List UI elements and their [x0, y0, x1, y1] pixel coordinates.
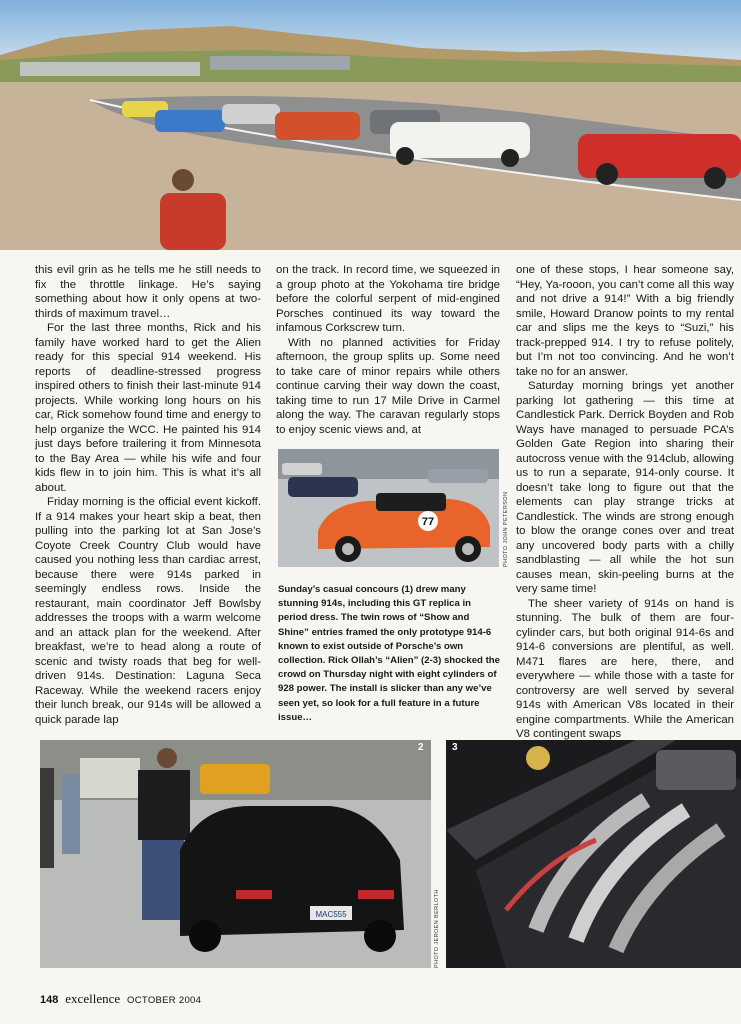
hero-photo-laguna-seca: [0, 0, 741, 250]
paragraph: Saturday morning brings yet another parking lot gathering — this time at Candlestick Park. Derrick Boyden and Rob Ways have managed to persuade PCA’s Golden Gate Region into sharing their autocross venue with the 914club, allowing us to run a separate, 914-only course. It doesn’t take long to figure out that the elements can play strange tricks at Candlestick. The winds are strong enough to blow the orange cones over and treat any uncovered body parts with a chilly sandblasting — all while the hot sun causes mean, skin-peeling burns at the very same time!: [516, 380, 734, 595]
car-blue: [155, 110, 225, 132]
magazine-name: excellence: [65, 991, 121, 1006]
hero-illustration: [0, 0, 741, 250]
article-column-2: [276, 263, 500, 437]
alien-914-illustration: [40, 740, 431, 968]
black-914: [180, 806, 404, 952]
engine-bay-illustration: [446, 740, 741, 968]
article-column-1: [35, 263, 261, 727]
license-plate-text: MAC555: [315, 910, 347, 919]
car-silver: [222, 104, 280, 124]
car-orange: [275, 112, 360, 140]
gt-replica-illustration: [278, 449, 499, 567]
paragraph: The sheer variety of 914s on hand is stunning. The bulk of them are four-cylinder cars, but both original 914-6s and 914-6 conversions are plentiful, as well. M471 flares are here, there, and everywhere — while those with a taste for controversy are well served by several 914s with American V8s located in their engine compartments. While the American V8 contingent swaps: [516, 597, 734, 740]
page-number: 148: [40, 994, 59, 1006]
yellow-truck: [200, 764, 270, 794]
paragraph: one of these stops, I hear someone say, “Hey, Ya-rooon, you can’t come all this way and not drive a 914!” With a big friendly smile, Howard Dranow points to my rental car and slips me the keys to “Suzi,” his track-prepped 914. I try to refuse politely, but I’m not too convincing. And he won’t take no for an answer.: [516, 264, 734, 378]
paragraph: Friday morning is the official event kickoff. If a 914 makes your heart skip a beat, then pulling into the parking lot at San Jose’s Coyote Creek Country Club would have caused you nothing less than cardiac arrest, because there were 914s parked in seemingly endless rows. Inside the restaurant, main coordinator Jeff Bowlsby addresses the troops with a warm welcome and an attack plan for the weekend. After breakfast, we’re to head along a route of scenic and twisty roads that beg for well-driven 914s. Destination: Laguna Seca Raceway. While the weekend racers enjoy their lunch break, our 914s will be allowed a quick parade lap: [35, 496, 261, 726]
photo-number-2: 2: [418, 742, 424, 753]
issue-date: OCTOBER 2004: [127, 995, 202, 1006]
photo-number-3: 3: [452, 742, 458, 753]
article-column-3: [516, 263, 734, 742]
race-number-text: 77: [421, 516, 435, 528]
photo-3-v8-engine-bay: [446, 740, 741, 968]
photo-1-gt-replica: [278, 449, 499, 567]
photo-credit-2: PHOTO JEROEN BERLOTH: [434, 889, 440, 968]
page-footer: [40, 991, 201, 1007]
photo-credit-1: PHOTO JOHN PETERSON: [503, 491, 509, 567]
paragraph: this evil grin as he tells me he still needs to fix the throttle linkage. He’s saying something about how it only opens at two-thirds of maximum travel…: [35, 264, 261, 320]
photo-caption: Sunday’s casual concours (1) drew many stunning 914s, including this GT replica in period dress. The twin rows of “Show and Shine” entries framed the only prototype 914-6 known to exist outside of Porsche’s own collection. Rick Ollah’s “Alien” (2-3) shocked the crowd on Thursday night with eight cylinders of 928 power. The install is slicker than any we’ve seen yet, so look for a full feature in a future issue…: [278, 584, 500, 723]
photo-2-alien-914: [40, 740, 431, 968]
paragraph: With no planned activities for Friday afternoon, the group splits up. Some need to take care of minor repairs while others continue carving their way down the coast, taking time to run 17 Mile Drive in Carmel along the way. The caravan regularly stops to enjoy scenic views and, at: [276, 336, 500, 436]
paragraph: on the track. In record time, we squeezed in a group photo at the Yokohama tire bridge before the colorful serpent of mid-engined Porsches continued its way toward the infamous Corkscrew turn.: [276, 264, 500, 334]
paragraph: For the last three months, Rick and his family have worked hard to get the Alien ready for this special 914 weekend. His reports of deadline-stressed progress inspired others to finish their last-minute 914 projects. While working long hours on his car, Rick somehow found time and energy to help organize the WCC. He painted his 914 just days before trailering it from Minnesota to the Bay Area — while his wife and four kids flew in to join him. This is what it’s all about.: [35, 322, 261, 494]
